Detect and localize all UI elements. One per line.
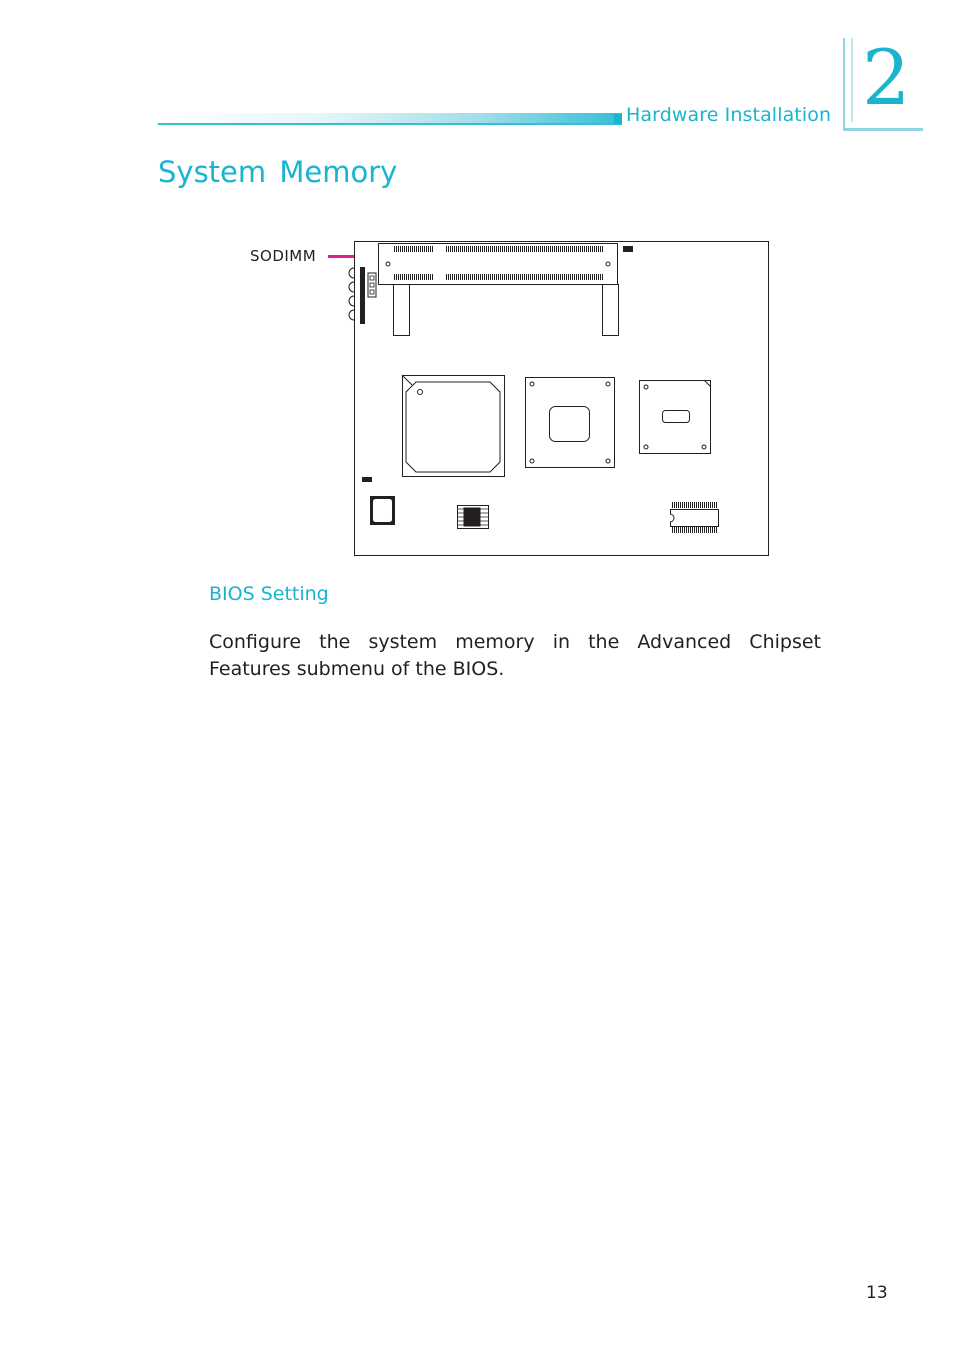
cpu-chip (402, 375, 505, 477)
small-ic (458, 506, 489, 529)
northbridge-chip (526, 378, 615, 468)
edge-connectors (349, 268, 354, 320)
qfp-chip (371, 497, 395, 525)
header-rule (158, 123, 620, 125)
bios-setting-heading: BIOS Setting (209, 583, 329, 605)
page-number: 13 (866, 1283, 888, 1303)
bios-setting-text: Configure the system memory in the Advanced Chipset Features submenu of the BIOS. (209, 631, 821, 680)
page-title: System Memory (158, 155, 398, 189)
header-band-tip (614, 114, 622, 124)
sodimm-callout-label: SODIMM (250, 247, 317, 265)
chapter-number: 2 (862, 33, 911, 122)
southbridge-chip (640, 380, 712, 454)
section-title: Hardware Installation (626, 104, 832, 126)
bios-chip (670, 502, 719, 533)
board-diagram (330, 230, 770, 560)
jumper-block (362, 477, 372, 482)
